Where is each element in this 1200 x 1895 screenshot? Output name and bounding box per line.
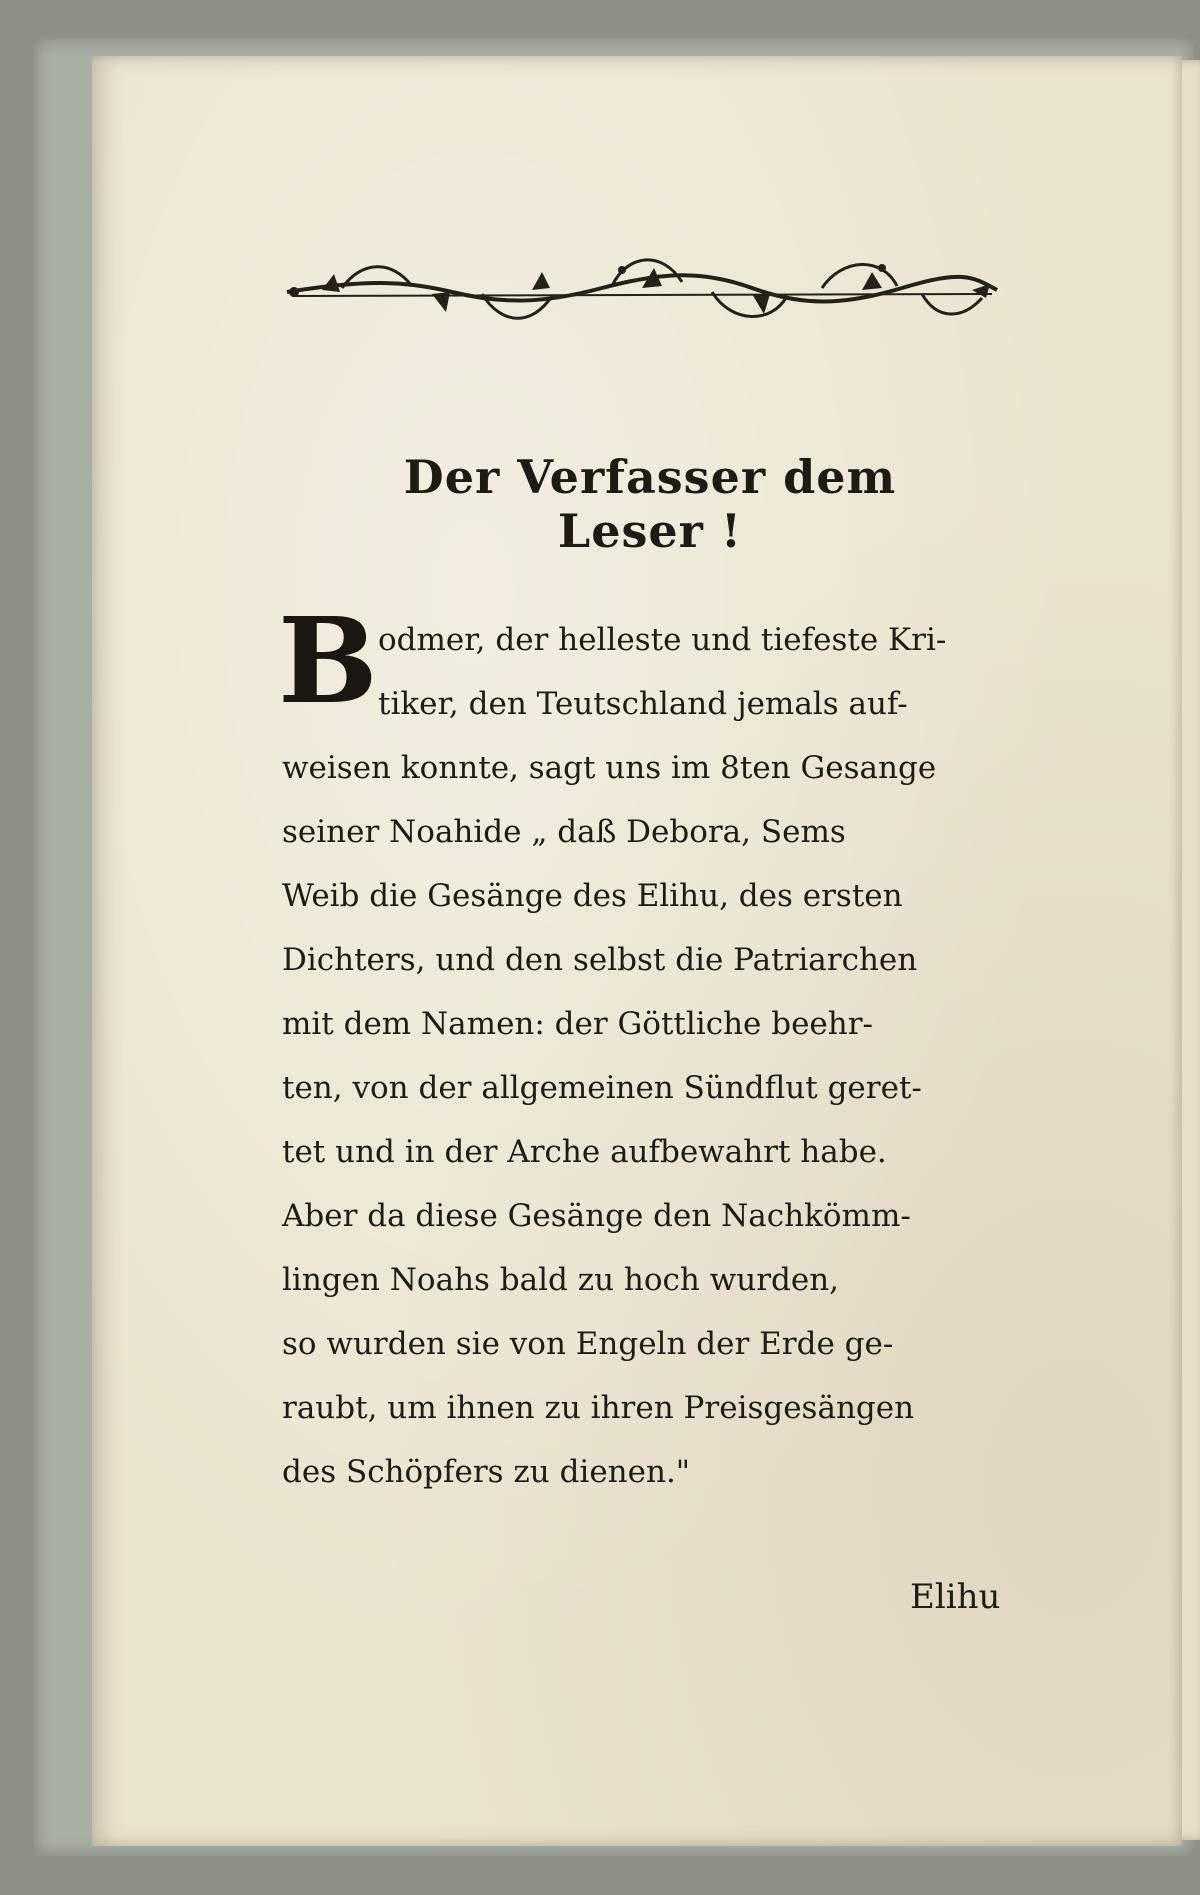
page-title: Der Verfasser dem Leser ! [403, 450, 897, 558]
text-line: lingen Noahs bald zu hoch wurden, [282, 1262, 840, 1298]
text-line: weisen konnte, sagt uns im 8ten Gesange [282, 750, 937, 786]
catchword: Elihu [910, 1577, 1001, 1617]
text-line: tiker, den Teutschland jemals auf- [378, 686, 908, 722]
text-line: raubt, um ihnen zu ihren Preisgesängen [282, 1390, 915, 1426]
text-line: Aber da diese Gesänge den Nachkömm- [282, 1198, 911, 1234]
text-line: odmer, der helleste und tiefeste Kri- [378, 622, 947, 658]
text-line: ten, von der allgemeinen Sündflut geret- [282, 1070, 922, 1106]
text-line: tet und in der Arche aufbewahrt habe. [282, 1134, 887, 1170]
text-line: des Schöpfers zu dienen." [282, 1454, 691, 1490]
text-line: so wurden sie von Engeln der Erde ge- [282, 1326, 894, 1362]
text-line: Dichters, und den selbst die Patriarchen [282, 942, 918, 978]
text-line: mit dem Namen: der Göttliche beehr- [282, 1006, 874, 1042]
text-line: Weib die Gesänge des Elihu, des ersten [282, 878, 903, 914]
drop-cap: B [278, 591, 378, 730]
vine-ornament-icon [282, 240, 1002, 340]
text-line: seiner Noahide „ daß Debora, Sems [282, 814, 846, 850]
